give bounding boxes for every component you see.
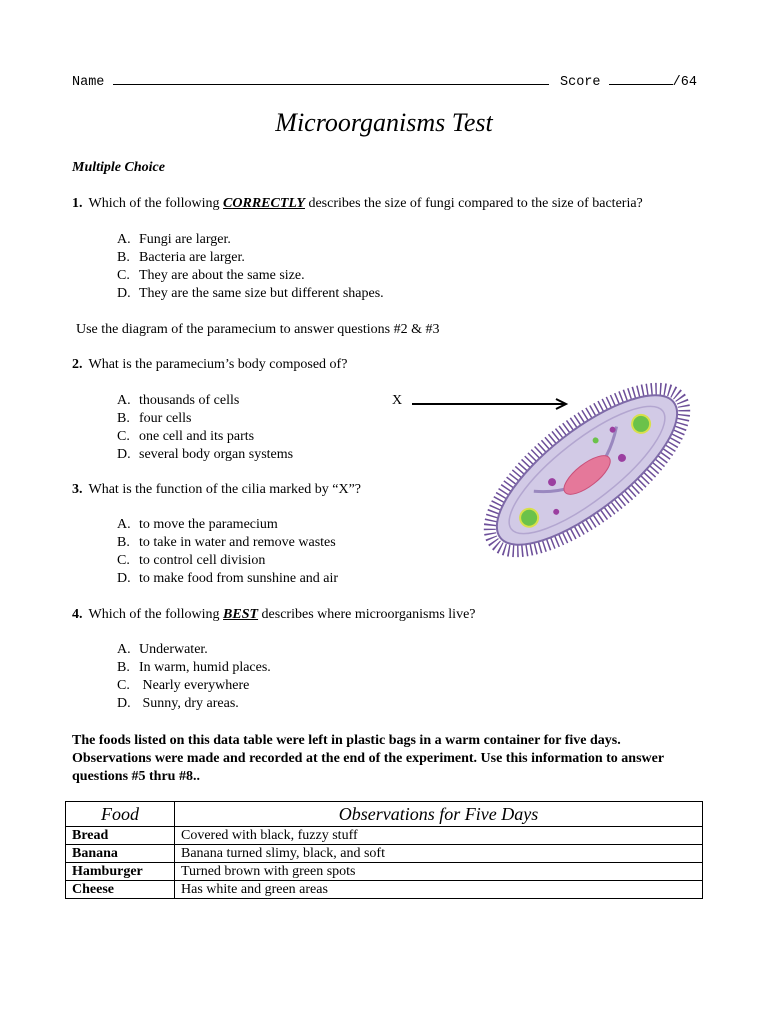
table-row <box>66 881 703 899</box>
question-text: What is the function of the cilia marked by “X”? <box>88 482 362 497</box>
diagram-instruction: Use the diagram of the paramecium to answer questions #2 & #3 <box>76 322 440 337</box>
option-a[interactable]: A. Fungi are larger. <box>117 232 231 247</box>
option-a[interactable]: A. thousands of cells <box>117 393 240 408</box>
question-text: Which of the following <box>88 607 224 622</box>
score-label: Score <box>560 75 601 90</box>
option-b[interactable]: B. to take in water and remove wastes <box>117 535 336 550</box>
option-c[interactable]: C. to control cell division <box>117 553 266 568</box>
score-blank[interactable] <box>609 84 673 85</box>
question-text: describes where microorganisms live? <box>258 607 476 622</box>
option-c[interactable]: C. They are about the same size. <box>117 268 305 283</box>
column-header-food: Food <box>66 802 175 827</box>
table-header-row <box>66 802 703 827</box>
question-2-options <box>117 392 293 464</box>
question-4 <box>72 607 476 623</box>
option-b[interactable]: B. four cells <box>117 411 192 426</box>
option-b[interactable]: B. Bacteria are larger. <box>117 250 245 265</box>
table-row <box>66 863 703 881</box>
food-cell: Hamburger <box>66 863 175 881</box>
option-d[interactable]: D. Sunny, dry areas. <box>117 696 239 711</box>
option-c[interactable]: C. Nearly everywhere <box>117 678 250 693</box>
question-3-options <box>117 516 338 588</box>
observation-cell: Has white and green areas <box>175 881 703 899</box>
question-text: Which of the following <box>88 196 224 211</box>
option-d[interactable]: D. several body organ systems <box>117 447 294 462</box>
question-emphasis: CORRECTLY <box>223 196 305 211</box>
score-total: /64 <box>672 75 697 90</box>
option-d[interactable]: D. They are the same size but different shapes. <box>117 286 384 301</box>
question-emphasis: BEST <box>223 607 259 622</box>
question-text: describes the size of fungi compared to the size of bacteria? <box>304 196 643 211</box>
name-field-row <box>72 75 549 90</box>
food-cell: Banana <box>66 845 175 863</box>
paramecium-diagram <box>462 350 712 590</box>
observations-table <box>65 801 703 899</box>
observation-cell: Turned brown with green spots <box>175 863 703 881</box>
question-number: 1. <box>72 196 83 211</box>
option-d[interactable]: D. to make food from sunshine and air <box>117 571 339 586</box>
observation-cell: Covered with black, fuzzy stuff <box>175 827 703 845</box>
score-field-row <box>560 75 697 90</box>
column-header-observations: Observations for Five Days <box>175 802 703 827</box>
option-b[interactable]: B. In warm, humid places. <box>117 660 271 675</box>
question-number: 2. <box>72 357 83 372</box>
food-cell: Bread <box>66 827 175 845</box>
section-heading: Multiple Choice <box>72 160 165 175</box>
question-4-options <box>117 641 271 713</box>
cilia-x-label: X <box>392 393 403 408</box>
option-a[interactable]: A. Underwater. <box>117 642 208 657</box>
table-row <box>66 827 703 845</box>
question-number: 4. <box>72 607 83 622</box>
name-blank[interactable] <box>113 84 549 85</box>
name-label: Name <box>72 75 105 90</box>
observation-cell: Banana turned slimy, black, and soft <box>175 845 703 863</box>
table-intro: The foods listed on this data table were left in plastic bags in a warm container for five days. Observations were made and recorded at the end of the experiment. Use this information to answer questions #5 thru #8.. <box>72 733 664 784</box>
question-2 <box>72 357 347 373</box>
page-title: Microorganisms Test <box>275 108 493 137</box>
table-row <box>66 845 703 863</box>
question-1-options <box>117 231 384 303</box>
option-c[interactable]: C. one cell and its parts <box>117 429 255 444</box>
question-1 <box>72 196 643 212</box>
question-number: 3. <box>72 482 83 497</box>
food-cell: Cheese <box>66 881 175 899</box>
question-3 <box>72 482 361 498</box>
question-text: What is the paramecium’s body composed of? <box>88 357 348 372</box>
option-a[interactable]: A. to move the paramecium <box>117 517 278 532</box>
